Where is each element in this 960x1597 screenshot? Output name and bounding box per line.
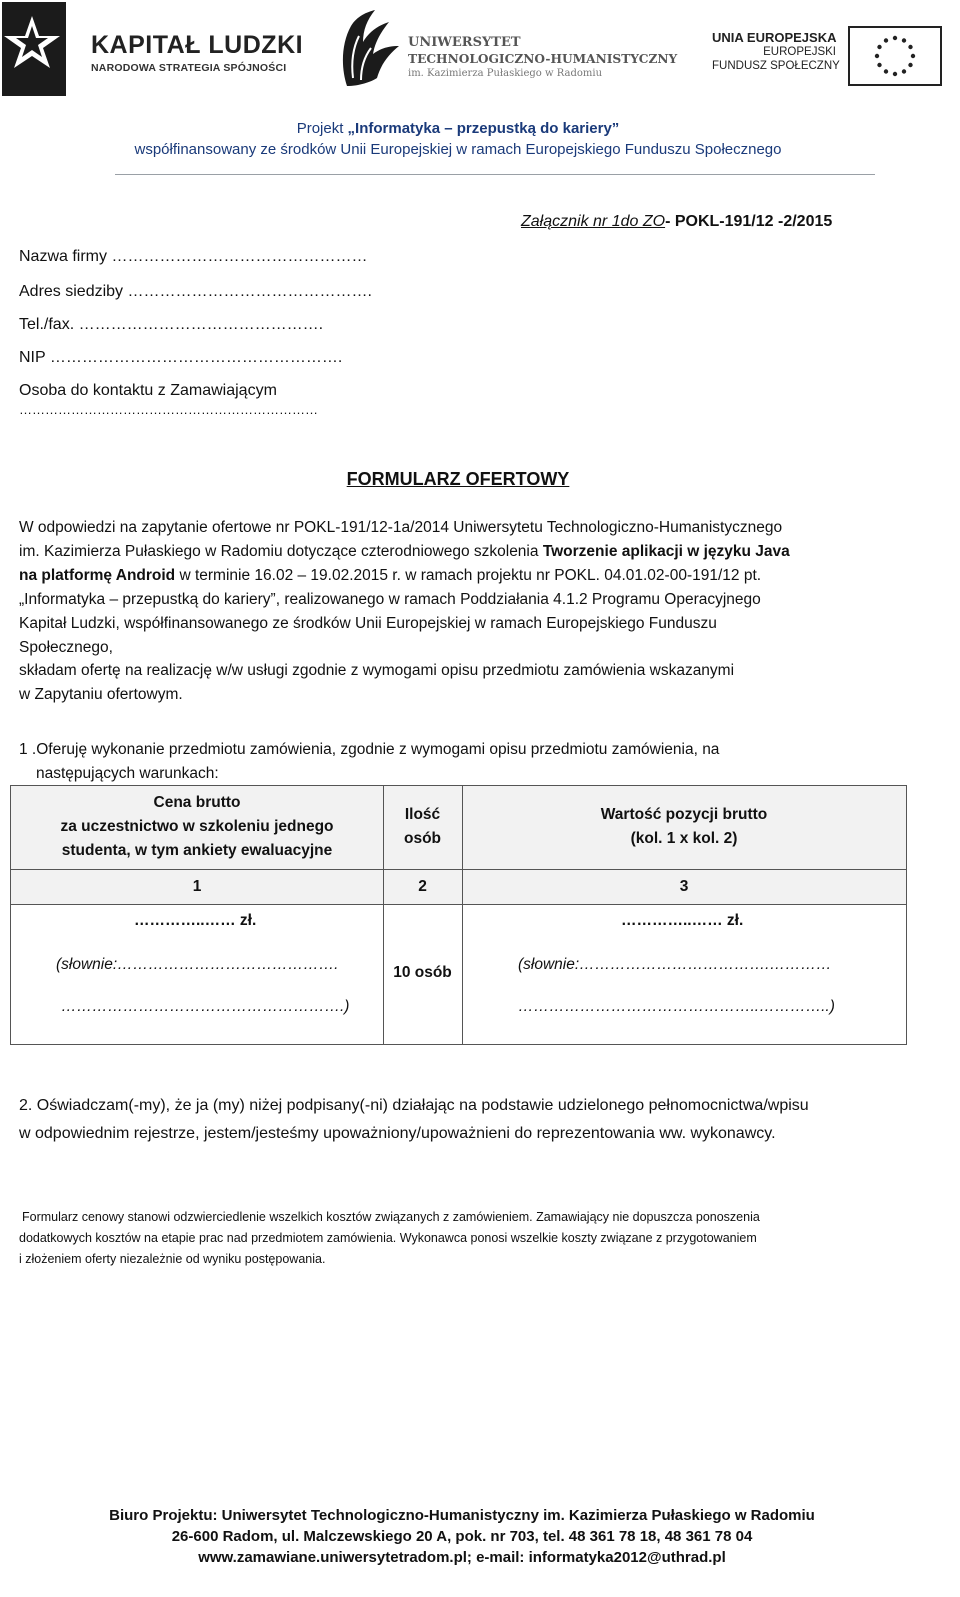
intro-line-4: „Informatyka – przepustką do kariery”, realizowanego w ramach Poddziałania 4.1.2 Programu Operacyjnego [19,591,761,608]
project-cofinanced-line: współfinansowany ze środków Unii Europejskiej w ramach Europejskiego Funduszu Społecznego [134,141,782,158]
university-name-line1: UNIWERSYTET [408,35,521,50]
note-line-1: Formularz cenowy stanowi odzwierciedlenie wszelkich kosztów związanych z zamówieniem. Zamawiający nie dopuszcza ponoszenia [22,1210,760,1224]
offer-table [10,785,907,1045]
intro-line-3 [19,564,899,588]
header-quantity-line2: osób [403,830,442,847]
header-price-line1: Cena brutto [153,794,241,811]
eu-logo-line2: EUROPEJSKI [763,46,836,58]
header-price [11,791,383,863]
note-line-3: i złożeniem oferty niezależnie od wyniku postępowania. [19,1252,326,1266]
footer-office-line: Biuro Projektu: Uniwersytet Technologiczno-Humanistyczny im. Kazimierza Pułaskiego w Radomiu [109,1507,815,1524]
point1-line-1: 1 .Oferuję wykonanie przedmiotu zamówienia, zgodnie z wymogami opisu przedmiotu zamówienia, na [19,741,720,758]
intro-line-7: składam ofertę na realizację w/w usługi zgodnie z wymogami opisu przedmiotu zamówienia wskazanymi [19,662,735,679]
intro-line-8: w Zapytaniu ofertowym. [19,686,183,703]
logo-bar [0,0,960,100]
table-divider [11,904,906,905]
point1-line-2: następujących warunkach: [36,765,219,782]
form-title: FORMULARZ OFERTOWY [346,469,570,489]
eu-flag-icon [848,26,942,86]
column-number-3: 3 [679,878,689,895]
eu-logo-line3: FUNDUSZ SPOŁECZNY [712,60,840,72]
header-quantity-line1: Ilość [404,806,441,823]
header-quantity [383,803,462,851]
column-number-1: 1 [192,878,202,895]
training-title-part2: na platformę Android [19,567,176,584]
value-in-words-continuation[interactable]: ………………………………………..…………..) [518,998,835,1015]
quantity-value: 10 osób [393,964,452,981]
point2-line-2: w odpowiednim rejestrze, jestem/jesteśmy upoważniony/upoważnieni do reprezentowania ww. wykonawcy. [19,1125,776,1142]
header-price-line2: za uczestnictwo w szkoleniu jednego [60,818,334,835]
intro-line-6: Społecznego, [19,639,113,656]
point2-line-1: 2. Oświadczam(-my), że ja (my) niżej podpisany(-ni) działając na podstawie udzielonego pełnomocnictwa/wpisu [19,1097,809,1114]
company-name-field[interactable]: Nazwa firmy ………………………………………… [19,248,368,265]
company-phone-field[interactable]: Tel./fax. ………………………………………. [19,316,324,333]
kapital-ludzki-subtitle: NARODOWA STRATEGIA SPÓJNOŚCI [91,62,287,74]
annex-ref: - POKL-191/12 -2/2015 [665,213,833,230]
intro-line-5: Kapitał Ludzki, współfinansowanego ze środków Unii Europejskiej w ramach Europejskiego Funduszu [19,615,717,632]
annex-label: Załącznik nr 1do ZO [521,213,666,230]
footer-contact-line[interactable]: www.zamawiane.uniwersytetradom.pl; e-mail: informatyka2012@uthrad.pl [198,1549,726,1566]
project-title [0,120,916,137]
footer-address-line: 26-600 Radom, ul. Malczewskiego 20 A, pok. nr 703, tel. 48 361 78 18, 48 361 78 04 [171,1528,753,1545]
university-eagle-icon [337,8,401,90]
intro-line-2-text: im. Kazimierza Pułaskiego w Radomiu dotyczące czterodniowego szkolenia [19,543,543,560]
header-value [462,803,906,851]
intro-line-1: W odpowiedzi na zapytanie ofertowe nr POKL-191/12-1a/2014 Uniwersytetu Technologiczno-Humanistycznego [19,519,783,536]
contact-person-field[interactable]: …………………………………………………………… [19,402,318,417]
price-in-words-continuation[interactable]: ……………………………………………….) [61,998,350,1015]
column-number-2: 2 [418,878,427,895]
project-prefix: Projekt [296,120,348,137]
university-name-line2: TECHNOLOGICZNO-HUMANISTYCZNY [408,52,678,66]
price-input[interactable]: …………..…… zł. [134,912,257,929]
intro-line-2 [19,540,899,564]
company-nip-field[interactable]: NIP ………………………………………………. [19,349,343,366]
kapital-ludzki-title: KAPITAŁ LUDZKI [91,31,304,59]
training-title-part1: Tworzenie aplikacji w języku Java [542,543,790,560]
note-line-2: dodatkowych kosztów na etapie prac nad przedmiotem zamówienia. Wykonawca ponosi wszelkie koszty związane z przygotowaniem [19,1231,757,1245]
company-address-field[interactable]: Adres siedziby ………………………………………. [19,283,372,300]
contact-person-label: Osoba do kontaktu z Zamawiającym [19,382,277,399]
university-name-line3: im. Kazimierza Pułaskiego w Radomiu [408,68,603,79]
project-name: „Informatyka – przepustką do kariery” [347,120,620,137]
header-value-line2: (kol. 1 x kol. 2) [630,830,738,847]
annex-reference [521,213,832,231]
intro-line-3-text: w terminie 16.02 – 19.02.2015 r. w ramach projektu nr POKL. 04.01.02-00-191/12 pt. [175,567,762,584]
table-divider [11,869,906,870]
value-input[interactable]: …………..…… zł. [621,912,744,929]
kapital-ludzki-star-icon [2,2,66,96]
header-value-line1: Wartość pozycji brutto [600,806,768,823]
price-in-words-input[interactable]: (słownie:……………………………………. [56,956,339,973]
eu-logo-line1: UNIA EUROPEJSKA [712,30,837,45]
header-price-line3: studenta, w tym ankiety ewaluacyjne [61,842,333,859]
value-in-words-input[interactable]: (słownie:……………………………….………… [518,956,832,973]
header-divider [115,174,875,175]
